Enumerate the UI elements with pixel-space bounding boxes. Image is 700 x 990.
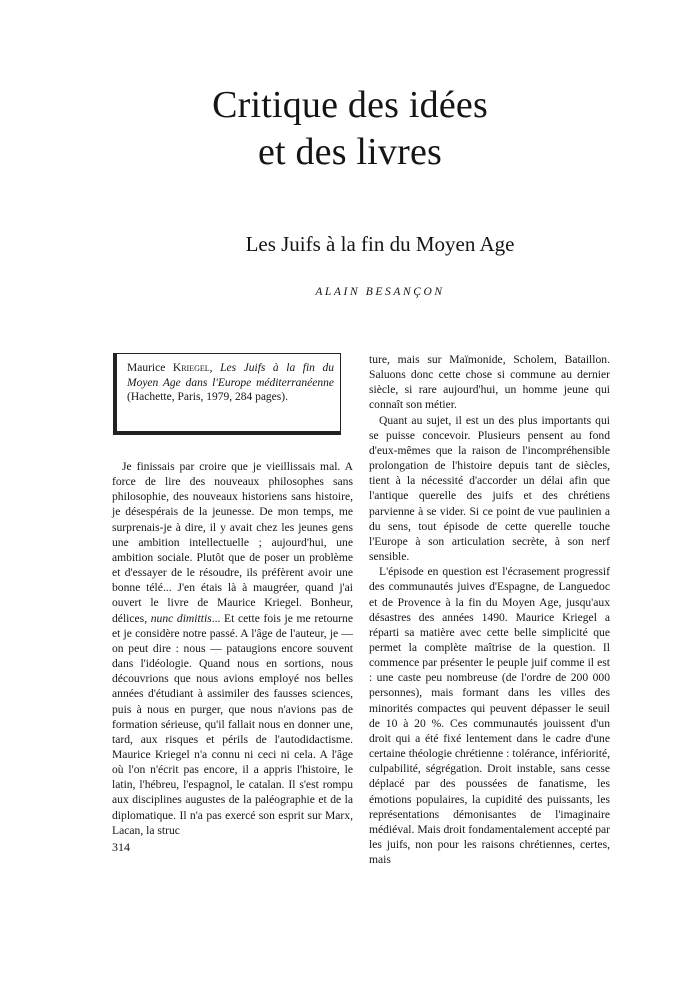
article-title: Les Juifs à la fin du Moyen Age	[245, 232, 515, 256]
reference-author-first: Maurice	[127, 362, 173, 374]
left-paragraph-1-part-a: Je finissais par croire que je vieillissais mal. A force de lire des nouveaux philosophes sans philosophie, des nouveaux historiens sans histoire, je désespérais de la jeunesse. De mon temps, me surprenais-je à dire, il y avait chez les jeunes gens une ambition intellectuelle ; aujourd'hui, une ambition sociale. Plutôt que de poser un problème et d'essayer de le résoudre, ils préfèrent avoir une bonne télé... J'en étais là à maugréer, quand j'ai ouvert le livre de Maurice Kriegel. Bonheur, délices,	[112, 460, 353, 625]
section-title-line-2: et des livres	[257, 131, 443, 173]
left-paragraph-1-part-b: ... Et cette fois je me retourne et je considère notre passé. A l'âge de l'auteur, je — on peut dire : nous — pataugions encore souvent dans l'idéologie. Quand nous en sortions, nous découvrions que nous avions employé nos belles années d'étudiant à assimiler des fausses sciences, puis à nous en purger, que nous n'avions pas de formation sérieuse, qu'il fallait nous en donner une, tard, aux risques et périls de l'autodidactisme. Maurice Kriegel n'a connu ni ceci ni cela. A l'âge où l'on n'écrit pas encore, il a appris l'histoire, le latin, l'hébreu, l'espagnol, le catalan. Il s'est rompu aux disciplines augustes de la paléographie et de la diplomatique. Il n'a pas exercé son esprit sur Marx, Lacan, la struc	[112, 611, 353, 837]
right-paragraph-3: L'épisode en question est l'écrasement progressif des communautés juives d'Espagne, de Languedoc et de Provence à la fin du Moyen Age, jusqu'aux désastres des années 1490. Maurice Kriegel a réparti sa matière avec cette belle simplicité que permet la complète maîtrise de la question. Il commence par présenter le peuple juif comme il est : une caste peu nombreuse (de l'ordre de 200 000 personnes), mais formant dans les villes des minorités compactes qui peuvent dépasser le seuil de 10 à 20 %. Ces communautés jouissent d'un droit qui a été fixé lentement dans le cadre d'une certaine théologie chrétienne : tolérance, infériorité, culpabilité, ségrégation. Droit instable, sans cesse déplacé par des poussées de fanatisme, les émotions populaires, la cupidité des puissants, les représentations démonisantes de l'imaginaire médiéval. Mais droit fondamentalement accepté par les juifs, non pour les raisons chrétiennes, certes, mais	[369, 565, 610, 867]
reference-separator: ,	[209, 362, 221, 374]
left-column	[112, 459, 353, 838]
book-reference-box	[113, 353, 341, 435]
reference-book-title: Les Juifs à la fin du Moyen Age dans l'Europe méditerranéenne	[127, 362, 334, 389]
left-paragraph-1	[112, 459, 353, 838]
reference-author-last: Kriegel	[172, 362, 210, 374]
reference-publication: (Hachette, Paris, 1979, 284 pages).	[127, 391, 288, 404]
section-title-line-1: Critique des idées	[212, 84, 488, 126]
left-paragraph-1-emphasis: nunc dimittis	[150, 611, 212, 625]
page-number: 314	[112, 840, 130, 854]
article-author: ALAIN BESANÇON	[315, 286, 445, 298]
right-paragraph-1: ture, mais sur Maïmonide, Scholem, Bataillon. Saluons donc cette chose si commune au dernier siècle, si rare aujourd'hui, un homme jeune qui connaît son métier.	[369, 353, 610, 412]
right-column	[369, 352, 610, 867]
right-paragraph-2: Quant au sujet, il est un des plus importants qui se puisse concevoir. Plusieurs pensent au fond d'eux-mêmes que la raison de l'incompréhensible prolongation de l'histoire depuis tant de siècles, tient à la nécessité d'accorder un délai afin que l'antique querelle des juifs et des chrétiens parvienne à se vider. Si ce point de vue paulinien a du sens, tout épisode de cette querelle touche l'Europe à son articulation secrète, à son nerf sensible.	[369, 413, 610, 564]
